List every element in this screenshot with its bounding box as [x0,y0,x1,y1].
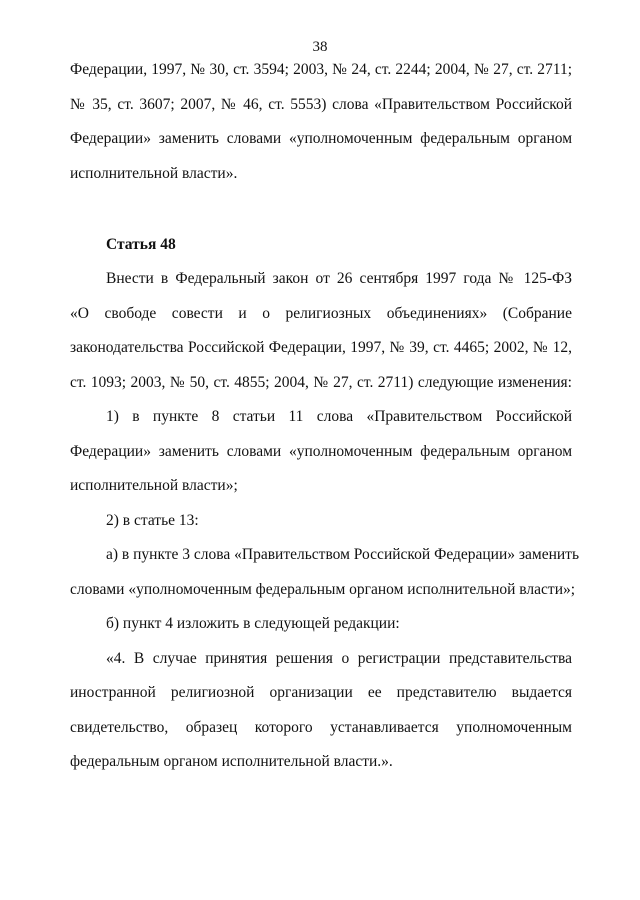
text-line: «4. В случае принятия решения о регистрации представительства [106,649,572,667]
text-line: 2) в статье 13: [106,511,199,529]
text-line: «О свободе совести и о религиозных объединениях» (Собрание [70,304,572,322]
text-line: исполнительной власти». [70,164,238,182]
text-line: свидетельство, образец которого устанавливается уполномоченным [70,718,572,736]
text-line: № 35, ст. 3607; 2007, № 46, ст. 5553) слова «Правительством Российской [70,95,572,113]
text-line: Внести в Федеральный закон от 26 сентября 1997 года № 125-ФЗ [106,270,572,287]
article-heading: Статья 48 [106,236,176,253]
text-line: исполнительной власти»; [70,477,238,494]
article-body [70,262,580,780]
text-line: словами «уполномоченным федеральным органом исполнительной власти»; [70,580,576,598]
page-number: 38 [312,39,328,55]
text-line: 1) в пункте 8 статьи 11 слова «Правительством Российской [106,408,572,425]
text-line: ст. 1093; 2003, № 50, ст. 4855; 2004, № 27, ст. 2711) следующие изменения: [70,373,572,391]
text-line: Федерации, 1997, № 30, ст. 3594; 2003, № 24, ст. 2244; 2004, № 27, ст. 2711; [70,61,572,78]
text-line: а) в пункте 3 слова «Правительством Российской Федерации» заменить [106,546,580,563]
text-line: б) пункт 4 изложить в следующей редакции: [106,615,400,632]
text-line: федеральным органом исполнительной власти.». [70,753,393,770]
text-line: Федерации» заменить словами «уполномоченным федеральным органом [70,130,572,147]
text-line: законодательства Российской Федерации, 1997, № 39, ст. 4465; 2002, № 12, [70,339,572,356]
intro-paragraph [70,53,572,191]
text-line: Федерации» заменить словами «уполномоченным федеральным органом [70,442,572,460]
text-line: иностранной религиозной организации ее представителю выдается [70,684,572,701]
